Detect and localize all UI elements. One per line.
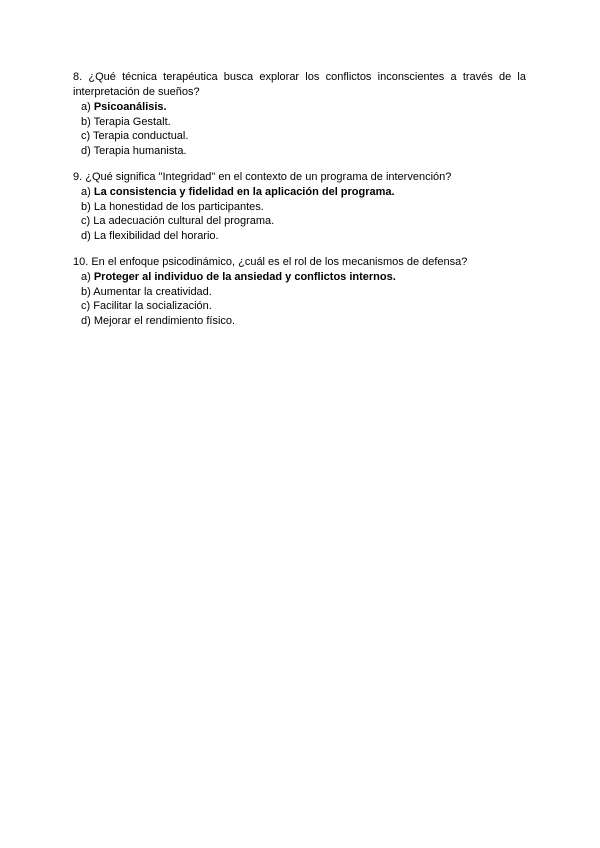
option-letter: a) xyxy=(81,271,91,283)
option-text: Terapia humanista. xyxy=(93,144,187,157)
option-c xyxy=(81,299,526,314)
option-text: Terapia Gestalt. xyxy=(93,115,171,128)
option-text-correct: La consistencia y fidelidad en la aplicación del programa. xyxy=(93,186,395,198)
question-9 xyxy=(73,170,526,243)
option-text: Terapia conductual. xyxy=(93,130,189,142)
option-list xyxy=(73,270,526,328)
question-text: 10. En el enfoque psicodinámico, ¿cuál es el rol de los mecanismos de defensa? xyxy=(73,256,468,268)
option-text: La adecuación cultural del programa. xyxy=(93,215,275,227)
option-b xyxy=(81,200,526,215)
option-letter: d) xyxy=(81,229,91,242)
option-a xyxy=(81,185,526,200)
option-letter: b) xyxy=(81,285,91,298)
option-letter: a) xyxy=(81,101,91,113)
option-d xyxy=(81,314,526,329)
option-letter: b) xyxy=(81,200,91,213)
option-letter: c) xyxy=(81,130,91,142)
option-text-correct: Psicoanálisis. xyxy=(93,101,167,113)
option-a xyxy=(81,270,526,285)
question-text: 8. ¿Qué técnica terapéutica busca explorar los conflictos inconscientes a través de la interpretación de sueños? xyxy=(73,71,526,98)
option-text: La honestidad de los participantes. xyxy=(93,200,264,213)
question-list xyxy=(73,70,526,340)
option-letter: c) xyxy=(81,215,91,227)
option-b xyxy=(81,115,526,130)
option-b xyxy=(81,285,526,300)
question-8 xyxy=(73,70,526,158)
option-d xyxy=(81,229,526,244)
option-c xyxy=(81,214,526,229)
option-text: Aumentar la creatividad. xyxy=(93,285,212,298)
option-text: Mejorar el rendimiento físico. xyxy=(93,314,236,327)
question-text: 9. ¿Qué significa "Integridad" en el contexto de un programa de intervención? xyxy=(73,171,452,183)
option-list xyxy=(73,100,526,158)
option-letter: a) xyxy=(81,186,91,198)
option-text: Facilitar la socialización. xyxy=(93,300,212,312)
option-a xyxy=(81,100,526,115)
option-letter: d) xyxy=(81,144,91,157)
option-letter: d) xyxy=(81,314,91,327)
option-text-correct: Proteger al individuo de la ansiedad y conflictos internos. xyxy=(93,271,396,283)
option-text: La flexibilidad del horario. xyxy=(93,229,219,242)
option-d xyxy=(81,144,526,159)
question-10 xyxy=(73,255,526,328)
option-letter: c) xyxy=(81,300,91,312)
option-list xyxy=(73,185,526,243)
option-c xyxy=(81,129,526,144)
option-letter: b) xyxy=(81,115,91,128)
